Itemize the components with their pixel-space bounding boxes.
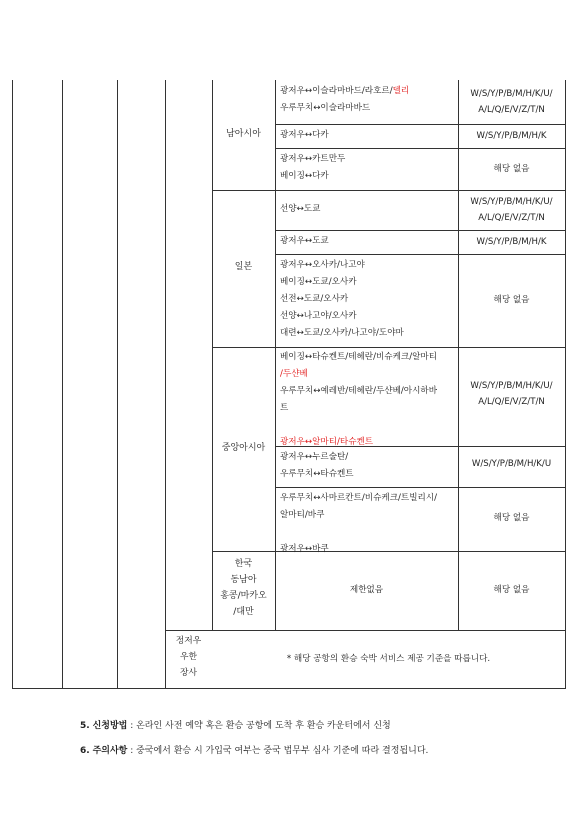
table-border-bottom [12, 688, 566, 689]
table-row-divider [275, 124, 566, 125]
region-line: 한국 [234, 559, 253, 569]
booking-class-line: 해당 없음 [493, 513, 530, 523]
table-col-divider [212, 80, 213, 630]
note-label: 주의사항 [92, 746, 128, 756]
application-method-note [80, 718, 391, 731]
region-korea-southeast-asia [212, 556, 275, 620]
route-line [280, 168, 345, 185]
route-line [280, 83, 409, 100]
route-line [280, 308, 404, 325]
route-line [280, 490, 437, 507]
booking-class-cell [458, 234, 565, 250]
route-line [280, 291, 404, 308]
stopover-note: * 해당 공항의 환승 숙박 서비스 제공 기준을 따릅니다. [286, 654, 491, 664]
route-line [280, 127, 329, 144]
route-list [280, 257, 404, 342]
route-line [280, 417, 437, 434]
city-label: 장사 [180, 668, 197, 678]
table-col-divider [62, 80, 63, 688]
booking-class-line: 해당 없음 [493, 295, 530, 305]
route-line [280, 274, 404, 291]
booking-class-cell [458, 128, 565, 144]
booking-class-line: 해당 없음 [493, 164, 530, 174]
booking-class-cell: 해당 없음 [493, 585, 530, 595]
note-number: 5. [80, 721, 90, 731]
route-line [280, 507, 437, 524]
route-text: 베이징↔도쿄/오사카 [280, 277, 357, 287]
table-col-divider [117, 80, 118, 688]
city-label: 우한 [180, 652, 197, 662]
table-col-divider [165, 80, 166, 688]
route-text: 우루무치↔사마르칸트/비슈케크/트빌리시/ [280, 493, 438, 503]
table-border-left [12, 80, 13, 688]
city-label: 정저우 [175, 636, 202, 646]
table-border-right [565, 80, 566, 688]
table-col-divider [275, 80, 276, 630]
route-line [280, 151, 345, 168]
note-label: 신청방법 [92, 721, 128, 731]
booking-class-line: A/L/Q/E/V/Z/T/N [478, 397, 545, 407]
route-highlight: 광저우↔알마티/타슈켄트 [280, 437, 374, 447]
route-text: 광저우↔카트만두 [280, 154, 346, 164]
route-list [280, 201, 320, 218]
route-list [280, 449, 354, 483]
note-text: : 온라인 사전 예약 혹은 환승 공항에 도착 후 환승 카운터에서 신청 [127, 721, 391, 731]
booking-class-line: W/S/Y/P/B/M/H/K/U [471, 459, 552, 469]
route-text: 우루무치↔타슈켄트 [280, 469, 354, 479]
route-text: 광저우↔이슬라마바드/라호르/ [280, 86, 393, 96]
booking-class-line: W/S/Y/P/B/M/H/K/U/ [470, 197, 553, 207]
table-row-divider [212, 190, 566, 191]
route-text: 광저우↔도쿄 [280, 236, 329, 246]
route-text: 광저우↔누르술탄/ [280, 452, 349, 462]
route-text: 대련↔도쿄/오사카/나고야/도야마 [280, 328, 404, 338]
route-line [280, 349, 437, 366]
table-row-divider [275, 230, 566, 231]
route-text: 선양↔나고야/오사카 [280, 311, 357, 321]
table-row-divider [212, 347, 566, 348]
table-row-divider [275, 148, 566, 149]
route-list [280, 233, 329, 250]
route-line [280, 466, 354, 483]
stopover-cities [165, 633, 212, 681]
route-unrestricted: 제한없음 [349, 585, 384, 595]
booking-class-line: W/S/Y/P/B/M/H/K [476, 131, 547, 141]
route-text: 베이징↔타슈켄트/테헤란/비슈케크/알마티 [280, 352, 438, 362]
route-list [280, 83, 409, 117]
booking-class-line: W/S/Y/P/B/M/H/K/U/ [470, 381, 553, 391]
booking-class-cell [458, 86, 565, 118]
booking-class-cell [458, 456, 565, 472]
route-line [280, 100, 409, 117]
caution-note [80, 743, 428, 756]
region-line: /대만 [233, 607, 254, 617]
route-text: 우루무치↔이슬라마바드 [280, 103, 371, 113]
route-line [280, 201, 320, 218]
route-line [280, 400, 437, 417]
route-line [280, 257, 404, 274]
route-highlight: 델리 [392, 86, 410, 96]
route-line [280, 383, 437, 400]
table-row-divider [275, 254, 566, 255]
booking-class-cell [458, 510, 565, 526]
route-list [280, 349, 437, 451]
route-line [280, 449, 354, 466]
route-list [280, 151, 345, 185]
route-text: 우루무치↔예레반/테헤란/두샨베/아시하바 [280, 386, 438, 396]
booking-class-line: W/S/Y/P/B/M/H/K [476, 237, 547, 247]
route-text: 광저우↔바쿠 [280, 544, 329, 554]
booking-class-cell [458, 292, 565, 308]
route-line [280, 325, 404, 342]
booking-class-cell [458, 161, 565, 177]
route-list [280, 127, 329, 144]
table-row-divider [165, 630, 566, 631]
route-text: 선전↔도쿄/오사카 [280, 294, 349, 304]
region-line: 홍콩/마카오 [220, 591, 267, 601]
booking-class-line: A/L/Q/E/V/Z/T/N [478, 105, 545, 115]
region-line: 동남아 [230, 575, 257, 585]
booking-class-cell [458, 378, 565, 410]
route-line [280, 524, 437, 541]
region-japan: 일본 [234, 262, 253, 272]
booking-class-cell [458, 194, 565, 226]
region-central-asia: 중앙아시아 [221, 443, 266, 453]
route-text: 선양↔도쿄 [280, 204, 321, 214]
booking-class-line: A/L/Q/E/V/Z/T/N [478, 213, 545, 223]
table-row-divider [275, 487, 566, 488]
route-list [280, 490, 437, 558]
route-line [280, 366, 437, 383]
note-number: 6. [80, 746, 90, 756]
region-south-asia: 남아시아 [226, 129, 261, 139]
route-line [280, 541, 437, 558]
route-line [280, 233, 329, 250]
booking-class-line: W/S/Y/P/B/M/H/K/U/ [470, 89, 553, 99]
route-text: 베이징↔다카 [280, 171, 329, 181]
note-text: : 중국에서 환승 시 가입국 여부는 중국 법무부 심사 기준에 따라 결정됩니다. [127, 746, 429, 756]
route-text: 트 [280, 403, 289, 413]
route-text: 광저우↔다카 [280, 130, 329, 140]
route-text: 알마티/바쿠 [280, 510, 325, 520]
route-text: 광저우↔오사카/나고야 [280, 260, 365, 270]
route-highlight: /두샨베 [280, 369, 308, 379]
